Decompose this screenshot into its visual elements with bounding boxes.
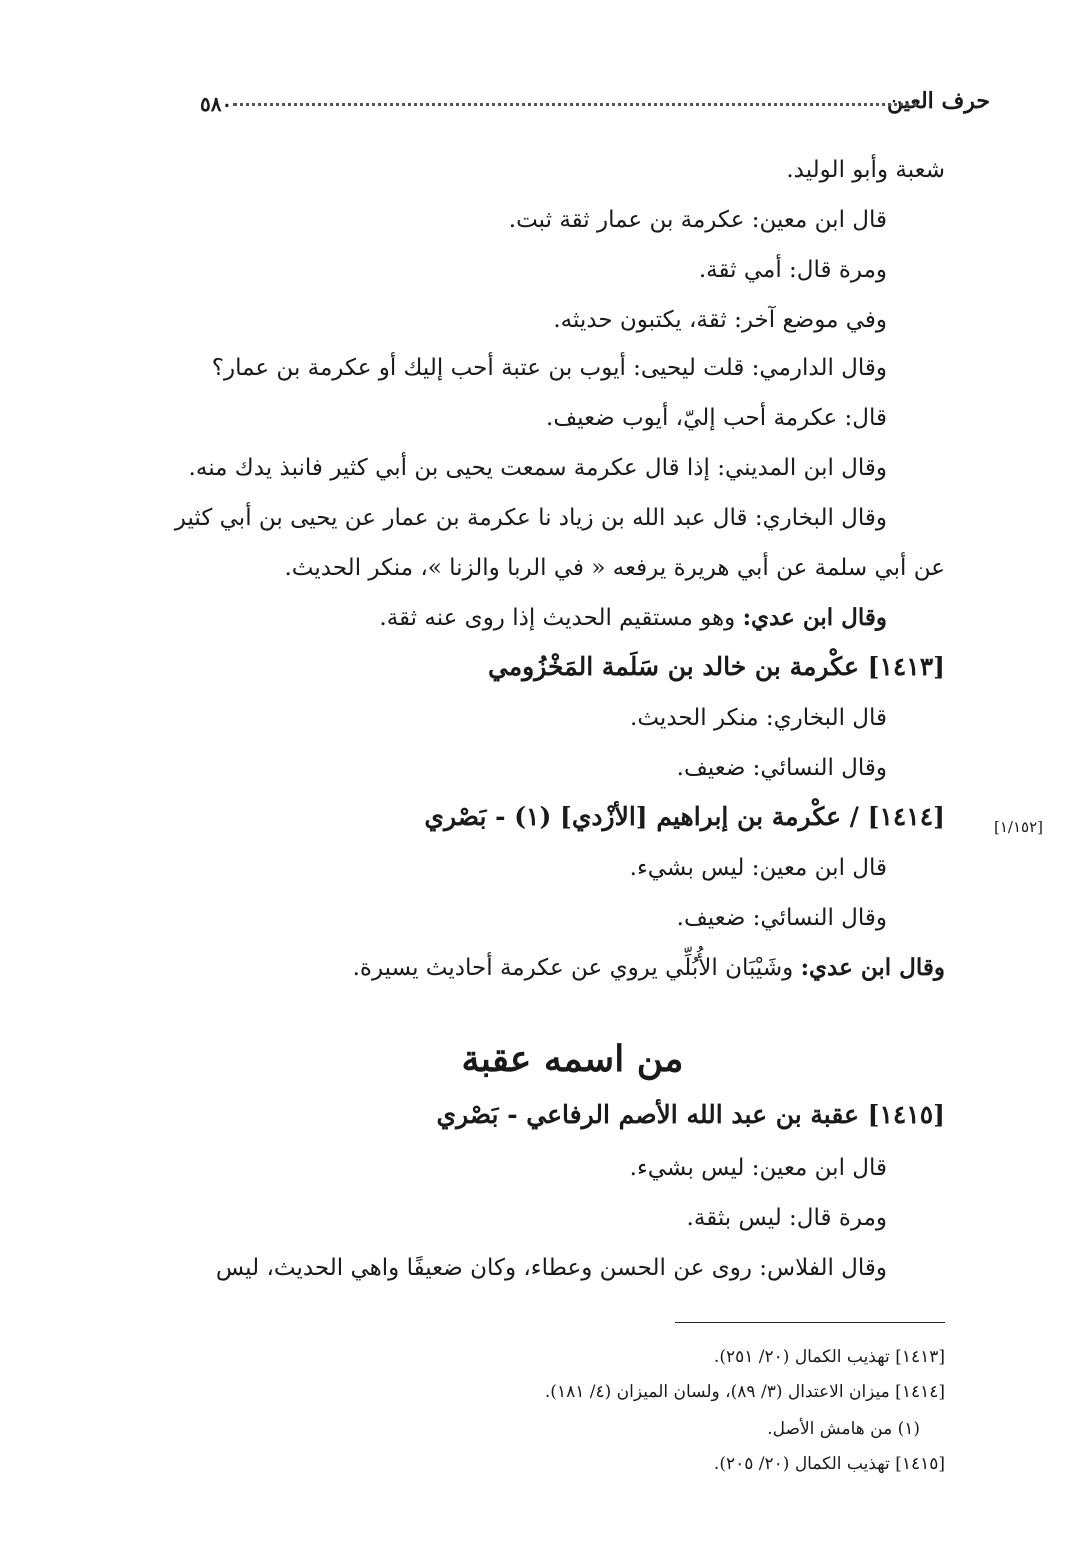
speaker-label: وقال ابن عدي:: [742, 604, 887, 631]
text-line: قال ابن معين: عكرمة بن عمار ثقة ثبت.: [508, 207, 887, 233]
entry-heading-1413: [١٤١٣] عكْرمة بن خالد بن سَلَمة المَخْزُومي: [487, 652, 945, 681]
entry-heading-1414: [١٤١٤] / عكْرمة بن إبراهيم [الأزْدي] (١) - بَصْري: [424, 802, 945, 831]
running-head: حرف العين: [886, 88, 990, 114]
text-line: وقال ابن المديني: إذا قال عكرمة سمعت يحيى بن أبي كثير فانبذ يدك منه.: [188, 455, 887, 481]
entry-heading-1415: [١٤١٥] عقبة بن عبد الله الأصم الرفاعي - بَصْري: [436, 1100, 945, 1129]
quote-text: وهو مستقيم الحديث إذا روى عنه ثقة.: [379, 605, 743, 631]
text-line: قال ابن معين: ليس بشيء.: [629, 1155, 887, 1181]
footnote: [١٤١٣] تهذيب الكمال (٢٠/ ٢٥١).: [713, 1347, 945, 1367]
text-line: قال ابن معين: ليس بشيء.: [629, 855, 887, 881]
text-line: [353, 953, 945, 983]
header-dotted-rule: [233, 103, 917, 106]
footnote: [١٤١٥] تهذيب الكمال (٢٠/ ٢٠٥).: [713, 1454, 945, 1474]
text-line: وقال الدارمي: قلت ليحيى: أيوب بن عتبة أحب إليك أو عكرمة بن عمار؟: [211, 355, 887, 381]
text-line: وفي موضع آخر: ثقة، يكتبون حديثه.: [553, 307, 887, 333]
text-line: وقال النسائي: ضعيف.: [676, 755, 887, 781]
text-line: قال: عكرمة أحب إليّ، أيوب ضعيف.: [546, 405, 887, 431]
quote-text: وشَيْبَان الأُبُلِّي يروي عن عكرمة أحاديث يسيرة.: [352, 955, 801, 981]
section-title: من اسمه عقبة: [461, 1038, 684, 1080]
text-line: [379, 603, 887, 633]
speaker-label: وقال ابن عدي:: [800, 954, 945, 981]
footnote: (١) من هامش الأصل.: [767, 1419, 920, 1439]
margin-folio-reference: [١/١٥٢]: [994, 818, 1043, 836]
text-line: وقال البخاري: قال عبد الله بن زياد نا عكرمة بن عمار عن يحيى بن أبي كثير: [174, 505, 887, 531]
text-line: وقال الفلاس: روى عن الحسن وعطاء، وكان ضعيفًا واهي الحديث، ليس: [215, 1255, 887, 1281]
footnote: [١٤١٤] ميزان الاعتدال (٣/ ٨٩)، ولسان الميزان (٤/ ١٨١).: [544, 1382, 945, 1402]
page-number: ٥٨٠: [200, 92, 233, 116]
text-line: ومرة قال: ليس بثقة.: [686, 1205, 887, 1231]
text-line: قال البخاري: منكر الحديث.: [630, 705, 887, 731]
text-line: ومرة قال: أمي ثقة.: [698, 257, 887, 283]
text-line: عن أبي سلمة عن أبي هريرة يرفعه « في الربا والزنا »، منكر الحديث.: [284, 555, 945, 581]
text-line: شعبة وأبو الوليد.: [786, 157, 945, 183]
footnote-separator: [675, 1322, 945, 1323]
text-line: وقال النسائي: ضعيف.: [676, 905, 887, 931]
